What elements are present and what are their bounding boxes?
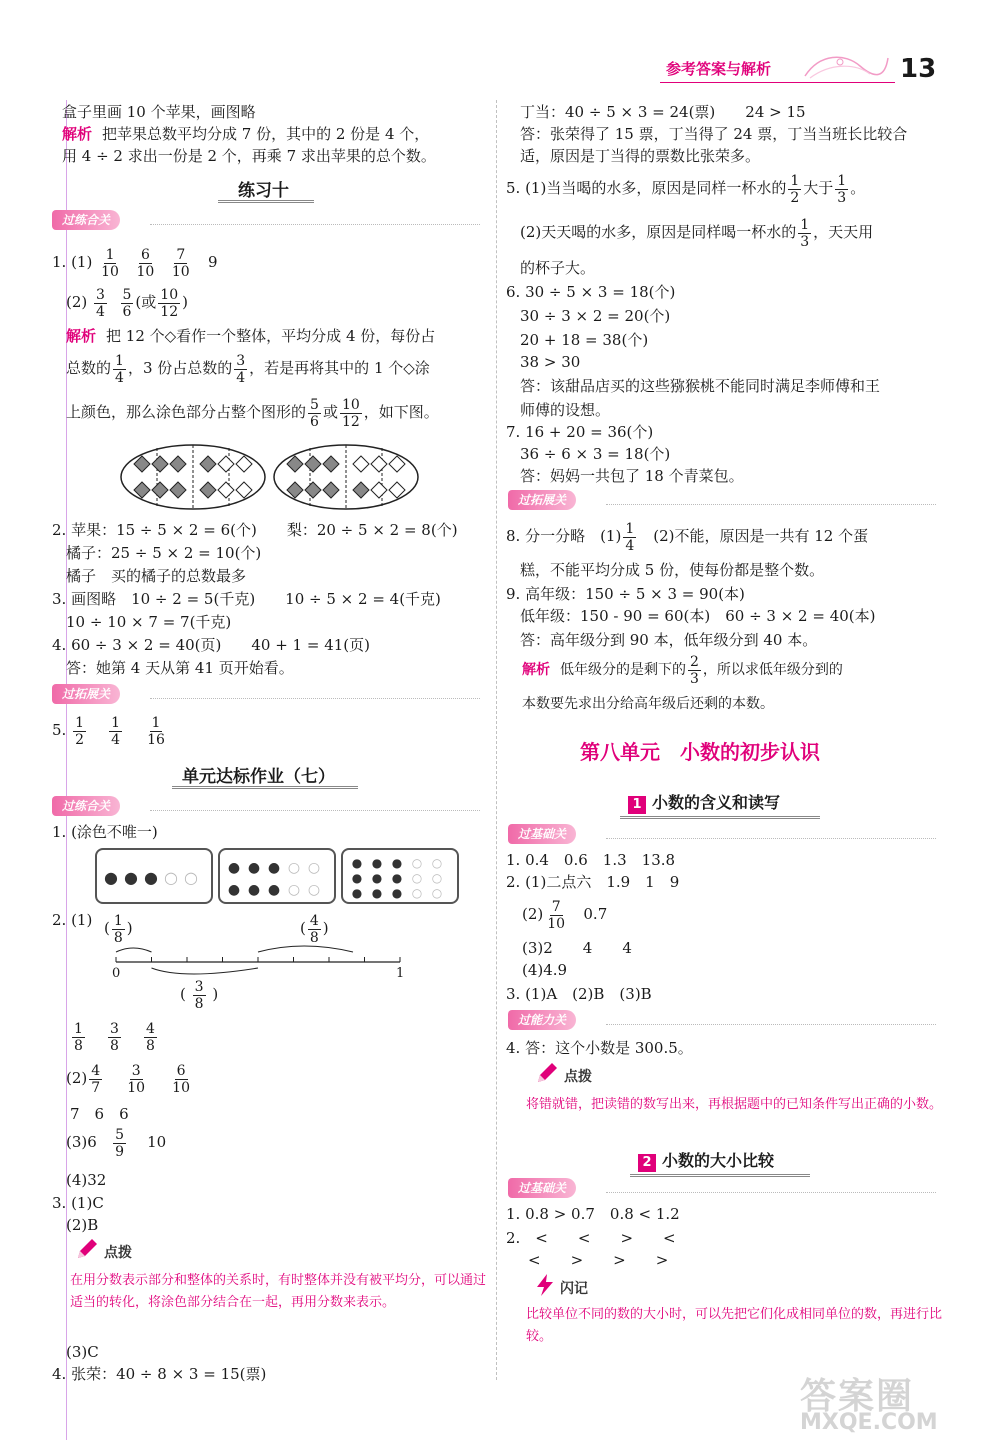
rabbit-icons <box>97 850 211 902</box>
svg-text:●: ● <box>371 871 383 885</box>
u2-label-a: ( $\frac{1}{8}$ ) <box>104 912 133 946</box>
analysis-3-cont: 本数要先求出分给高年级后还剩的本数。 <box>522 696 774 712</box>
fraction: $\frac{7}{10}$ <box>547 898 566 932</box>
header-swirl-decoration <box>800 48 890 84</box>
dotted-rule <box>150 698 480 699</box>
fraction: $\frac{4}{8}$ <box>309 912 319 946</box>
header-rule <box>660 82 895 83</box>
e1-line: 1. 0.8 > 0.7 0.8 < 1.2 <box>506 1205 680 1223</box>
fraction: $\frac{4}{7}$ <box>91 1062 101 1096</box>
fraction: $\frac{1}{4}$ <box>625 520 635 554</box>
e2-line-a: 2. < < > < <box>506 1229 676 1247</box>
section-badge: 过练合关 <box>52 210 120 230</box>
r9-line-a: 9. 高年级：150 ÷ 5 × 3 = 90(本) <box>506 585 745 603</box>
subsection-number: 1 <box>628 796 646 814</box>
r6-line-e: 答：该甜品店买的这些猕猴桃不能同时满足李师傅和王 <box>520 377 881 395</box>
q2-line-c: 橘子 买的橘子的总数最多 <box>66 567 247 585</box>
r7-line-c: 答：妈妈一共包了 18 个青菜包。 <box>520 467 744 485</box>
d3-line: 3. (1)A (2)B (3)B <box>506 985 652 1003</box>
svg-text:○: ○ <box>287 860 301 876</box>
section-badge: 过拓展关 <box>52 684 120 704</box>
fraction: $\frac{1}{3}$ <box>837 172 847 206</box>
d2-line-a: 2. (1)二点六 1.9 1 9 <box>506 873 680 891</box>
svg-text:●: ● <box>247 882 261 898</box>
section-badge: 过能力关 <box>508 1010 576 1030</box>
tip-label: 点拨 <box>104 1245 132 1261</box>
u4-line: 4. 张荣：40 ÷ 8 × 3 = 15(票) <box>52 1365 267 1383</box>
d4-line: 4. 答：这个小数是 300.5。 <box>506 1039 693 1057</box>
subsection-title-2: 2 小数的大小比较 <box>638 1148 774 1172</box>
fraction: $\frac{1}{4}$ <box>115 352 124 386</box>
section-badge: 过基础关 <box>508 824 576 844</box>
analysis-1 <box>62 124 429 144</box>
svg-text:●: ● <box>391 871 403 885</box>
q4-line-b: 答：她第 4 天从第 41 页开始看。 <box>66 659 294 677</box>
u2-2-line: (2) $\frac{4}{7}$ $\frac{3}{10}$ $\frac{6}{10}$ <box>66 1062 190 1096</box>
fraction: $\frac{3}{8}$ <box>110 1020 119 1054</box>
fraction: $\frac{1}{10}$ <box>101 246 119 280</box>
dotted-rule <box>606 504 936 505</box>
svg-text:●: ● <box>144 868 158 887</box>
svg-text:●: ● <box>351 871 363 885</box>
u2-nums: 7 6 6 <box>70 1105 129 1123</box>
analysis-label: 解析 <box>62 125 93 143</box>
rabbit-picture-2 <box>218 848 336 904</box>
svg-text:○: ○ <box>431 886 443 900</box>
r7-line-b: 36 ÷ 6 × 3 = 18(个) <box>520 445 671 463</box>
analysis-1-cont: 用 4 ÷ 2 求出一份是 2 个，再乘 7 求出苹果的总个数。 <box>62 147 436 165</box>
section-badge: 过拓展关 <box>508 490 576 510</box>
rabbit-icons <box>220 850 334 902</box>
right-line-3: 适，原因是丁当得的票数比张荣多。 <box>520 147 761 165</box>
svg-text:●: ● <box>104 868 118 887</box>
number-line-one: 1 <box>396 966 405 981</box>
fraction: $\frac{3}{8}$ <box>194 978 204 1012</box>
fraction: $\frac{1}{3}$ <box>800 216 810 250</box>
q1-line-2: (2) $\frac{3}{4}$ $\frac{5}{6}$ (或 $\frac{10}{12}$ ) <box>66 286 188 320</box>
svg-text:●: ● <box>351 886 363 900</box>
svg-text:○: ○ <box>164 868 178 887</box>
fraction: $\frac{5}{6}$ <box>310 396 319 430</box>
rabbit-picture-1 <box>95 848 213 904</box>
fraction: $\frac{3}{10}$ <box>127 1062 146 1096</box>
section-underline <box>172 786 358 789</box>
rabbit-icons <box>343 850 457 902</box>
fraction: $\frac{1}{2}$ <box>75 714 85 748</box>
analysis-2: 解析 把 12 个◇看作一个整体，平均分成 4 份，每份占 <box>66 327 436 345</box>
q3-line-b: 10 ÷ 10 × 7 = 7(千克) <box>66 613 232 631</box>
d2-line-c: (3)2 4 4 <box>522 939 632 957</box>
dotted-rule <box>606 838 936 839</box>
lightning-icon <box>532 1272 558 1298</box>
d2-line-d: (4)4.9 <box>522 961 568 979</box>
svg-text:●: ● <box>247 860 261 876</box>
d2-line-b: (2) $\frac{7}{10}$ 0.7 <box>522 898 608 932</box>
right-line-1: 丁当：40 ÷ 5 × 3 = 24(票) 24 > 15 <box>520 103 806 121</box>
pencil-icon <box>534 1060 560 1086</box>
fraction: $\frac{4}{8}$ <box>146 1020 155 1054</box>
u2-label-b: ( $\frac{4}{8}$ ) <box>300 912 329 946</box>
fraction: $\frac{1}{16}$ <box>147 714 165 748</box>
q3-line-a: 3. 画图略 10 ÷ 2 = 5(千克) 10 ÷ 5 × 2 = 4(千克) <box>52 590 441 608</box>
tip-text: 比较单位不同的数的大小时，可以先把它们化成相同单位的数，再进行比较。 <box>526 1307 943 1344</box>
svg-text:●: ● <box>227 860 241 876</box>
q4-line-a: 4. 60 ÷ 3 × 2 = 40(页) 40 + 1 = 41(页) <box>52 636 370 654</box>
r5-line-c: 的杯子大。 <box>520 259 596 277</box>
q1-line-1: 1. (1) $\frac{1}{10}$ $\frac{6}{10}$ $\frac{7}{10}$ 9 <box>52 246 218 280</box>
tip-text: 在用分数表示部分和整体的关系时，有时整体并没有被平均分，可以通过适当的转化，将涂色部分结合在一起，再用分数来表示。 <box>70 1273 487 1310</box>
subsection-underline <box>620 816 820 819</box>
analysis-3: 解析 低年级分的是剩下的 $\frac{2}{3}$ ，所以求低年级分到的 <box>522 653 843 687</box>
svg-text:●: ● <box>391 856 403 870</box>
r8-line-a: 8. 分一分略 (1) $\frac{1}{4}$ (2)不能，原因是一共有 12 个蛋 <box>506 520 869 554</box>
svg-text:○: ○ <box>287 882 301 898</box>
analysis-2-b: 总数的 $\frac{1}{4}$ ，3 份占总数的 $\frac{3}{4}$ ，若是再将其中的 1 个◇涂 <box>66 352 430 386</box>
fraction: $\frac{6}{10}$ <box>172 1062 190 1096</box>
section-title-lianxi: 练习十 <box>238 181 289 201</box>
fraction: $\frac{6}{10}$ <box>136 246 155 280</box>
subsection-underline <box>630 1174 810 1177</box>
header-label: 参考答案与解析 <box>666 60 772 78</box>
number-line-zero: 0 <box>112 966 121 981</box>
section-badge: 过练合关 <box>52 796 120 816</box>
svg-text:●: ● <box>267 882 281 898</box>
subsection-number: 2 <box>638 1154 656 1172</box>
u2-prefix: 2. (1) <box>52 911 93 929</box>
tip-label: 闪记 <box>560 1281 588 1297</box>
svg-text:●: ● <box>267 860 281 876</box>
e2-line-b: < > > > <box>528 1251 669 1269</box>
r6-line-f: 师傅的设想。 <box>520 401 611 419</box>
rabbit-picture-3 <box>341 848 459 904</box>
analysis-2-c: 上颜色，那么涂色部分占整个图形的 $\frac{5}{6}$ 或 $\frac{10}{12}$ ，如下图。 <box>66 396 439 430</box>
svg-text:○: ○ <box>184 868 198 887</box>
chapter-title: 第八单元 小数的初步认识 <box>580 740 820 764</box>
q5-line: 5. $\frac{1}{2}$ $\frac{1}{4}$ $\frac{1}{16}$ <box>52 714 165 748</box>
q2-line-b: 橘子：25 ÷ 5 × 2 = 10(个) <box>66 544 262 562</box>
u2-4-line: (4)32 <box>66 1171 107 1189</box>
column-divider <box>496 100 497 1380</box>
u3-line-b: (2)B <box>66 1216 99 1234</box>
tip-label: 点拨 <box>564 1069 592 1085</box>
dotted-rule <box>606 1024 936 1025</box>
left-line-1: 盒子里画 10 个苹果，画图略 <box>62 103 256 121</box>
fraction: $\frac{5}{6}$ <box>122 286 132 320</box>
section-underline <box>218 200 314 203</box>
watermark-url: MXQE.COM <box>800 1410 938 1435</box>
analysis-label: 解析 <box>522 662 550 678</box>
pencil-icon <box>74 1236 100 1262</box>
fraction: $\frac{10}{12}$ <box>341 396 360 430</box>
svg-text:●: ● <box>227 882 241 898</box>
q2-line-a: 2. 苹果：15 ÷ 5 × 2 = 6(个) 梨：20 ÷ 5 × 2 = 8(个) <box>52 521 458 539</box>
svg-text:○: ○ <box>411 886 423 900</box>
u2-3-line: (3)6 $\frac{5}{9}$ 10 <box>66 1126 167 1160</box>
u1-line: 1. (涂色不唯一) <box>52 823 158 841</box>
r6-line-c: 20 + 18 = 38(个) <box>520 331 649 349</box>
r8-line-b: 糕，不能平均分成 5 份，使每份都是整个数。 <box>520 561 825 579</box>
r9-line-b: 低年级：150 - 90 = 60(本) 60 ÷ 3 × 2 = 40(本) <box>520 607 876 625</box>
d1-line: 1. 0.4 0.6 1.3 13.8 <box>506 851 676 869</box>
svg-text:●: ● <box>371 856 383 870</box>
diamond-ovals-figure <box>120 442 420 512</box>
r5-line-b: (2)天天喝的水多，原因是同样喝一杯水的 $\frac{1}{3}$ ，天天用 <box>520 216 874 250</box>
dotted-rule <box>606 1192 936 1193</box>
svg-text:○: ○ <box>411 856 423 870</box>
fraction: $\frac{1}{2}$ <box>790 172 800 206</box>
svg-text:●: ● <box>351 856 363 870</box>
page-number: 13 <box>900 54 937 84</box>
tip-text: 将错就错，把读错的数写出来，再根据题中的已知条件写出正确的小数。 <box>526 1097 943 1112</box>
dotted-rule <box>150 810 480 811</box>
fraction: $\frac{2}{3}$ <box>690 653 699 687</box>
r6-line-b: 30 ÷ 3 × 2 = 20(个) <box>520 307 671 325</box>
fraction: $\frac{10}{12}$ <box>160 286 179 320</box>
subsection-title-1: 1 小数的含义和读写 <box>628 790 780 814</box>
number-line <box>108 940 408 984</box>
analysis-label: 解析 <box>66 327 97 345</box>
right-line-2: 答：张荣得了 15 票，丁当得了 24 票，丁当当班长比较合 <box>520 125 908 143</box>
analysis-text: 把苹果总数平均分成 7 份，其中的 2 份是 4 个， <box>102 125 430 143</box>
fraction: $\frac{5}{9}$ <box>115 1126 125 1160</box>
svg-text:●: ● <box>391 886 403 900</box>
svg-text:○: ○ <box>307 860 321 876</box>
u3-line-a: 3. (1)C <box>52 1194 104 1212</box>
fraction: $\frac{1}{4}$ <box>111 714 121 748</box>
r6-line-d: 38 > 30 <box>520 353 581 371</box>
r6-line-a: 6. 30 ÷ 5 × 3 = 18(个) <box>506 283 676 301</box>
r9-line-c: 答：高年级分到 90 本，低年级分到 40 本。 <box>520 631 818 649</box>
r5-line-a: 5. (1)当当喝的水多，原因是同样一杯水的 $\frac{1}{2}$ 大于 $\frac{1}{3}$ 。 <box>506 172 866 206</box>
svg-text:○: ○ <box>431 871 443 885</box>
fraction: $\frac{7}{10}$ <box>171 246 190 280</box>
fraction: $\frac{1}{8}$ <box>113 912 123 946</box>
svg-text:○: ○ <box>431 856 443 870</box>
fraction: $\frac{3}{4}$ <box>96 286 105 320</box>
fraction: $\frac{3}{4}$ <box>236 352 246 386</box>
fraction: $\frac{1}{8}$ <box>74 1020 83 1054</box>
r7-line-a: 7. 16 + 20 = 36(个) <box>506 423 654 441</box>
u3-line-c: (3)C <box>66 1343 99 1361</box>
watermark: 答案圈 <box>800 1376 915 1417</box>
svg-text:○: ○ <box>307 882 321 898</box>
u2-label-c: ( $\frac{3}{8}$ ) <box>180 978 219 1012</box>
dotted-rule <box>150 224 480 225</box>
section-title-unit: 单元达标作业（七） <box>182 767 335 787</box>
section-badge: 过基础关 <box>508 1178 576 1198</box>
svg-text:●: ● <box>371 886 383 900</box>
svg-text:●: ● <box>124 868 138 887</box>
svg-text:○: ○ <box>411 871 423 885</box>
u2-row-fractions <box>70 1018 159 1054</box>
